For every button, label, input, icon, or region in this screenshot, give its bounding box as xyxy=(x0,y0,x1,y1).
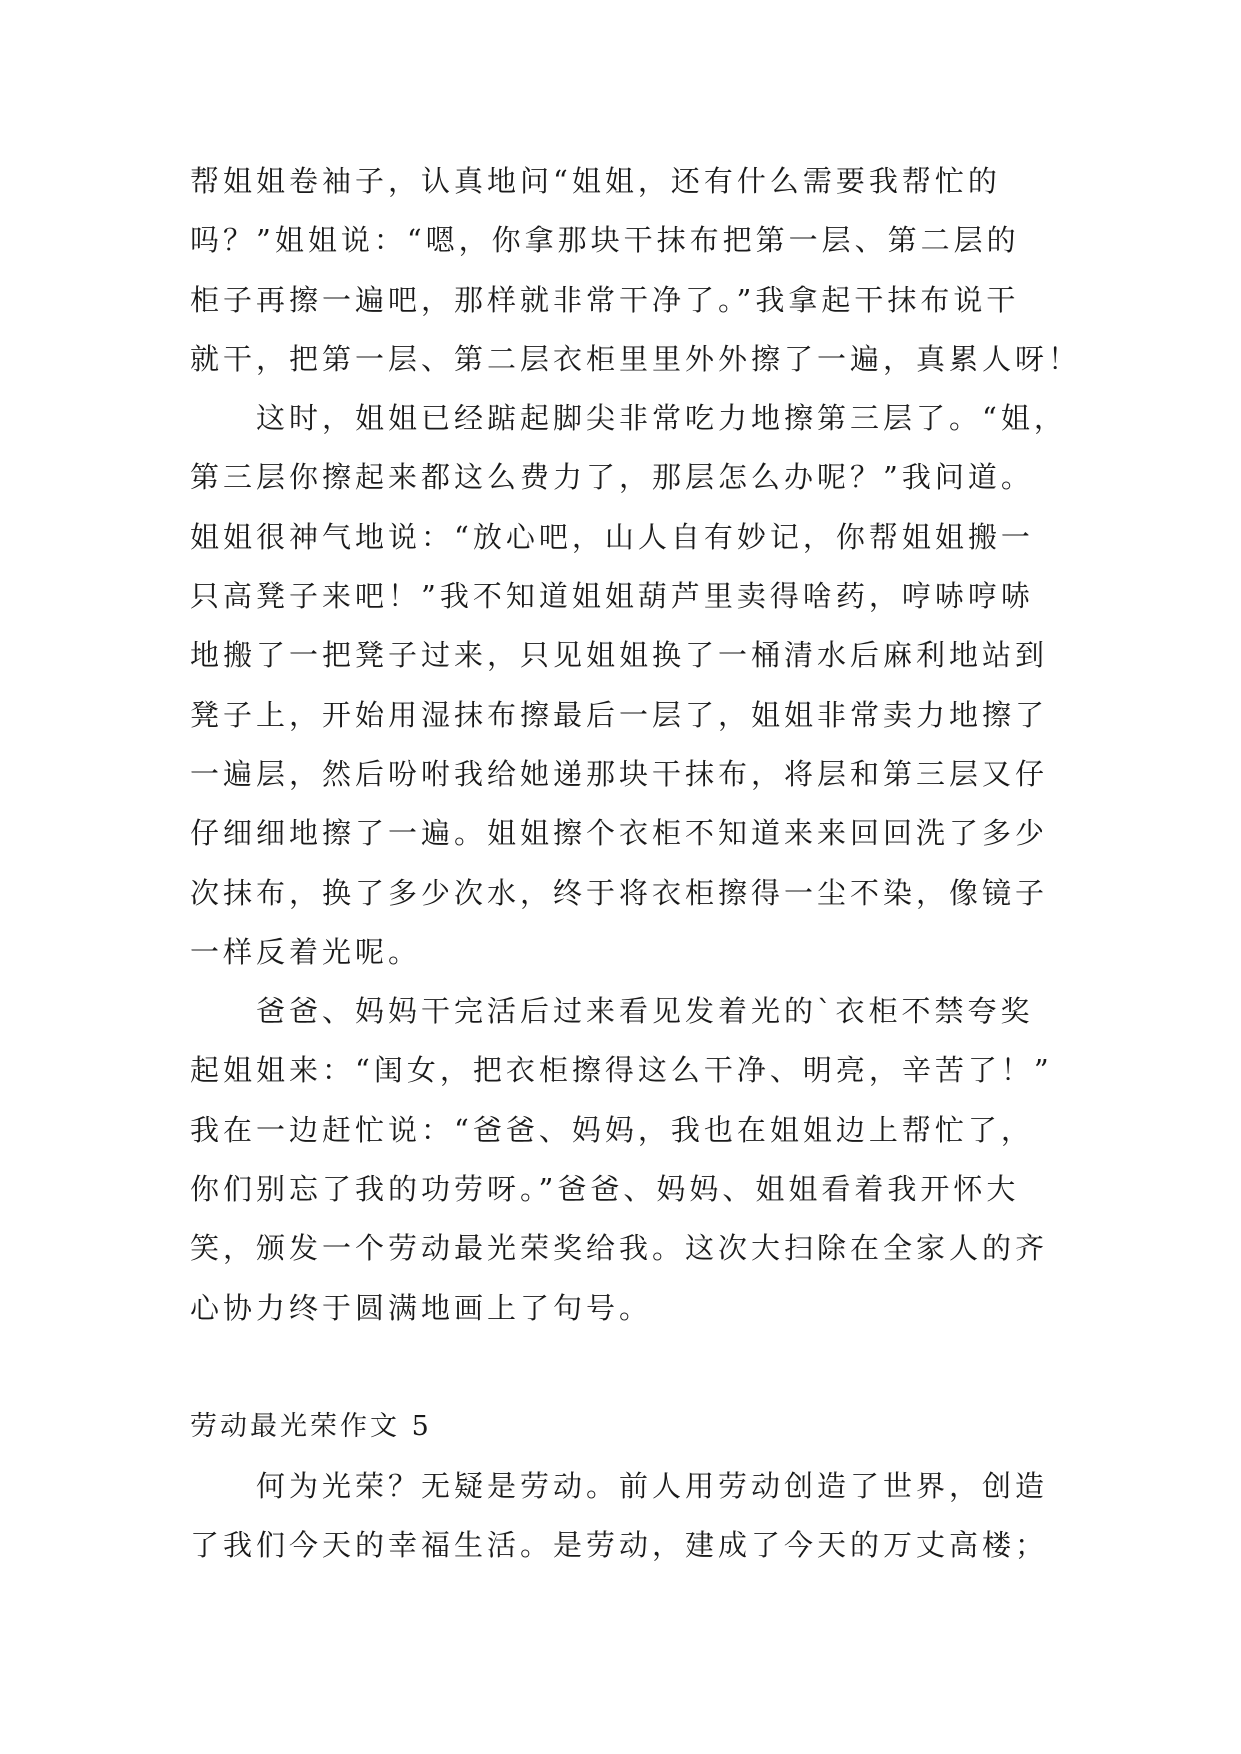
text-line: 一样反着光呢。 xyxy=(190,934,422,969)
text-line: 这时，姐姐已经踮起脚尖非常吃力地擦第三层了。“姐， xyxy=(256,401,1067,436)
paragraph xyxy=(190,982,1070,1338)
text-line: 凳子上，开始用湿抹布擦最后一层了，姐姐非常卖力地擦了 xyxy=(190,697,1049,732)
text-line: 心协力终于圆满地画上了句号。 xyxy=(190,1290,653,1325)
text-line: 第三层你擦起来都这么费力了，那层怎么办呢？”我问道。 xyxy=(190,460,1034,495)
text-line: 姐姐很神气地说：“放心吧，山人自有妙记，你帮姐姐搬一 xyxy=(190,519,1034,554)
essay-body xyxy=(190,152,1082,1575)
text-line: 起姐姐来：“闺女，把衣柜擦得这么干净、明亮，辛苦了！” xyxy=(190,1053,1053,1088)
text-line: 我在一边赶忙说：“爸爸、妈妈，我也在姐姐边上帮忙了， xyxy=(190,1112,1034,1147)
text-line: 次抹布，换了多少次水，终于将衣柜擦得一尘不染，像镜子 xyxy=(190,875,1049,910)
text-line: 你们别忘了我的功劳呀。”爸爸、妈妈、姐姐看着我开怀大 xyxy=(190,1172,1020,1207)
paragraph xyxy=(190,1457,1070,1576)
text-line: 吗？”姐姐说：“嗯，你拿那块干抹布把第一层、第二层的 xyxy=(190,223,1020,258)
paragraph xyxy=(190,152,1082,389)
text-line: 仔细细地擦了一遍。姐姐擦个衣柜不知道来来回回洗了多少 xyxy=(190,816,1049,851)
text-line: 一遍层，然后吩咐我给她递那块干抹布，将层和第三层又仔 xyxy=(190,756,1049,791)
paragraph-spacer xyxy=(190,1338,1070,1397)
section-heading: 劳动最光荣作文 5 xyxy=(190,1411,432,1443)
text-line: 柜子再擦一遍吧，那样就非常干净了。”我拿起干抹布说干 xyxy=(190,282,1020,317)
text-line: 了我们今天的幸福生活。是劳动，建成了今天的万丈高楼； xyxy=(190,1527,1049,1562)
text-line: 帮姐姐卷袖子，认真地问“姐姐，还有什么需要我帮忙的 xyxy=(190,164,1001,198)
paragraph xyxy=(190,389,1070,982)
text-line: 就干，把第一层、第二层衣柜里里外外擦了一遍，真累人呀！ xyxy=(190,341,1082,376)
text-line: 爸爸、妈妈干完活后过来看见发着光的`衣柜不禁夸奖 xyxy=(256,994,1034,1029)
text-line: 只高凳子来吧！”我不知道姐姐葫芦里卖得啥药，哼哧哼哧 xyxy=(190,579,1034,614)
text-line: 地搬了一把凳子过来，只见姐姐换了一桶清水后麻利地站到 xyxy=(190,638,1049,673)
text-line: 笑，颁发一个劳动最光荣奖给我。这次大扫除在全家人的齐 xyxy=(190,1231,1049,1266)
text-line: 何为光荣？无疑是劳动。前人用劳动创造了世界，创造 xyxy=(256,1468,1049,1503)
